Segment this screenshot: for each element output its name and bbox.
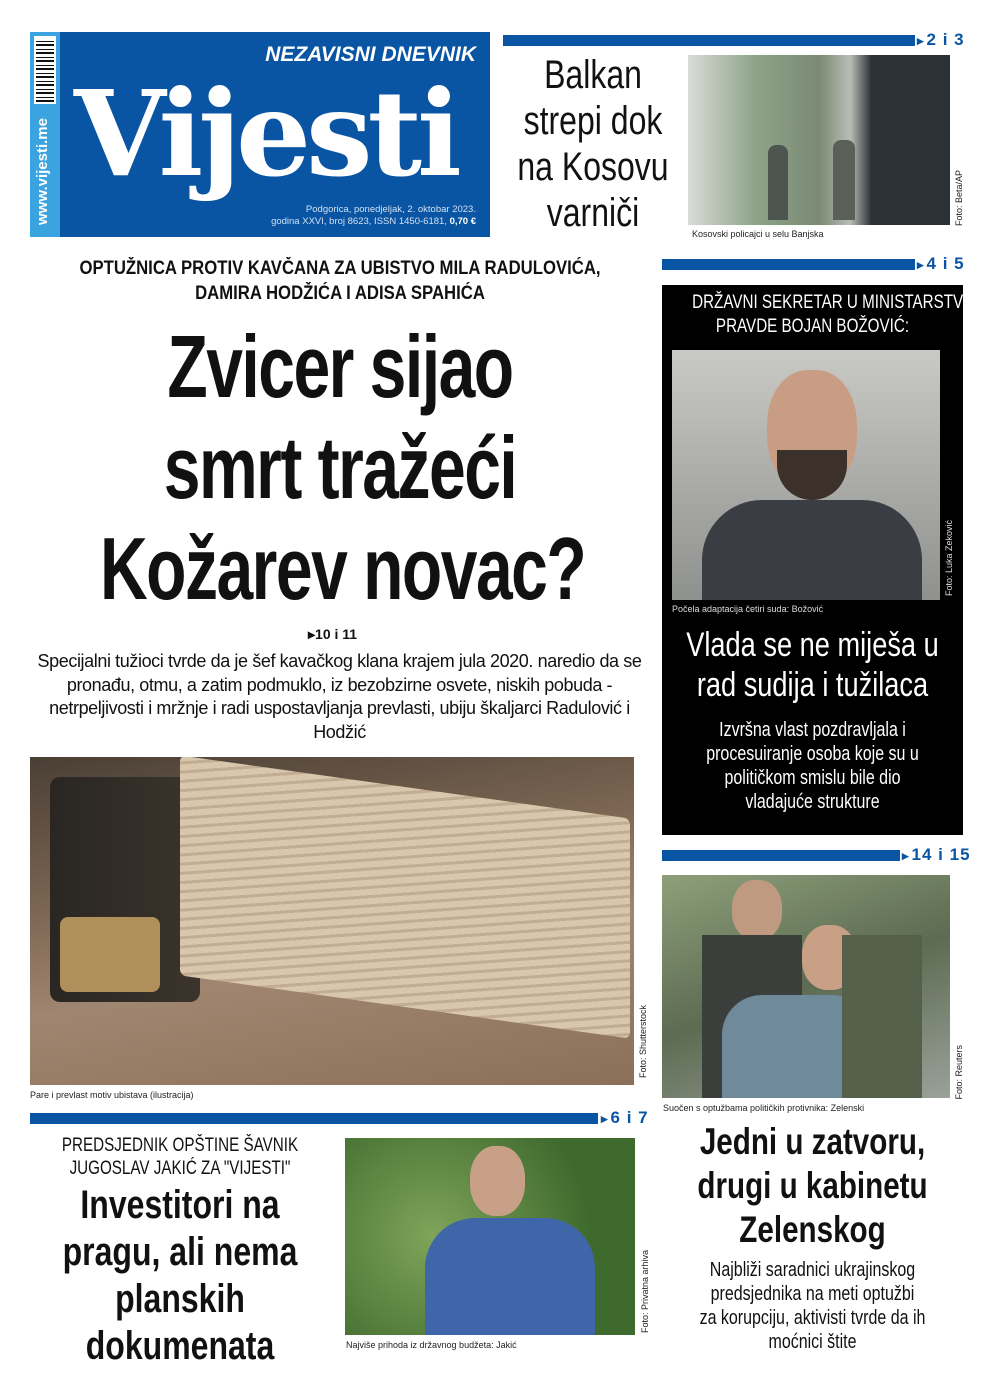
main-kicker xyxy=(30,256,650,306)
body-line: procesuiranje osoba koje su u xyxy=(706,743,919,765)
headline-line: drugi u kabinetu xyxy=(697,1165,928,1206)
jakic-kicker xyxy=(30,1134,330,1180)
body-line: političkom smislu bile dio xyxy=(724,767,901,789)
photo-credit: Foto: Reuters xyxy=(954,1045,964,1100)
body-line: Najbliži saradnici ukrajinskog xyxy=(709,1259,916,1281)
kicker-line: JUGOSLAV JAKIĆ ZA "VIJESTI" xyxy=(69,1158,291,1179)
jakic-photo[interactable] xyxy=(345,1138,635,1335)
photo-credit: Foto: Shutterstock xyxy=(638,1005,648,1079)
main-photo[interactable] xyxy=(30,757,634,1085)
main-headline[interactable] xyxy=(20,316,660,619)
jakic-headline[interactable] xyxy=(20,1182,340,1370)
bozovic-kicker xyxy=(662,291,975,339)
kicker-line: OPTUŽNICA PROTIV KAVČANA ZA UBISTVO MILA RADULOVIĆA, xyxy=(79,258,601,279)
photo-caption: Pare i prevlast motiv ubistava (ilustracija) xyxy=(30,1090,194,1100)
headline-line: Zelenskog xyxy=(739,1209,886,1250)
money-shape xyxy=(180,757,630,1039)
kicker-line: PRAVDE BOJAN BOŽOVIĆ: xyxy=(715,316,910,337)
page-ref[interactable]: ▸10 i 11 xyxy=(308,626,358,642)
headline-line: varniči xyxy=(546,191,640,235)
body-line: vladajuće strukture xyxy=(745,791,880,813)
page-ref-text: 10 i 11 xyxy=(315,626,358,642)
masthead xyxy=(30,32,490,237)
zelensky-headline[interactable] xyxy=(650,1120,975,1252)
headline-line: planskih xyxy=(115,1277,245,1321)
photo-caption: Suočen s optužbama političkih protivnika: Zelenski xyxy=(663,1103,865,1113)
photo-credit: Foto: Luka Zeković xyxy=(944,520,954,597)
price: 0,70 € xyxy=(449,215,476,227)
barcode xyxy=(34,36,56,104)
dateline xyxy=(271,204,476,228)
photo-caption: Najviše prihoda iz državnog budžeta: Jakić xyxy=(346,1340,517,1350)
kicker-line: DRŽAVNI SEKRETAR U MINISTARSTVU xyxy=(692,292,975,313)
photo-caption: Počela adaptacija četiri suda: Božović xyxy=(672,604,824,614)
headline-line: Vlada se ne miješa u xyxy=(686,626,939,664)
bozovic-box xyxy=(662,285,975,835)
body-line: za korupciju, aktivisti tvrde da ih xyxy=(699,1307,926,1329)
section-bar xyxy=(30,1113,598,1124)
date-text: Podgorica, ponedjeljak, 2. oktobar 2023. xyxy=(305,204,476,215)
headline-line: dokumenata xyxy=(85,1324,275,1368)
section-bar xyxy=(662,850,900,861)
bozovic-photo[interactable] xyxy=(672,350,940,600)
body-line: moćnici štite xyxy=(768,1331,857,1353)
headline-line: na Kosovu xyxy=(517,145,669,189)
logo: Vijesti xyxy=(74,64,457,203)
headline-line: pragu, ali nema xyxy=(62,1230,298,1274)
headline-line: Kožarev novac? xyxy=(100,519,586,618)
bozovic-body xyxy=(662,718,963,814)
issue-text: godina XXVI, broj 8623, ISSN 1450-6181, xyxy=(271,215,447,227)
photo-credit: Foto: Beta/AP xyxy=(954,170,964,227)
headline-line: Jedni u zatvoru, xyxy=(699,1121,926,1162)
headline-line: smrt tražeći xyxy=(163,418,517,517)
bozovic-headline[interactable] xyxy=(652,625,973,705)
page-ref[interactable]: ▸ 14 i 15 xyxy=(902,845,971,865)
page-ref[interactable]: ▸ 4 i 5 xyxy=(917,254,965,274)
section-bar xyxy=(503,35,915,46)
main-body: Specijalni tužioci tvrde da je šef kavačkog klana krajem jula 2020. naredio da se pronađu, otmu, a zatim podmuklo, iz bezobzirne osvete, niskih pobuda - netrpeljivosti i mržnje i radi uspostavljanja prevlasti, ubiju škaljarci Radulović i Hodžić xyxy=(37,651,642,742)
website-url[interactable]: www.vijesti.me xyxy=(34,118,51,226)
section-bar xyxy=(662,259,915,270)
kicker-line: DAMIRA HODŽIĆA I ADISA SPAHIĆA xyxy=(195,283,485,304)
headline-line: Zvicer sijao xyxy=(167,317,513,416)
headline-line: Balkan xyxy=(544,53,642,97)
kosovo-headline[interactable] xyxy=(498,52,688,236)
page-ref[interactable]: ▸ 2 i 3 xyxy=(917,30,965,50)
body-line: Izvršna vlast pozdravljala i xyxy=(719,719,906,741)
body-line: predsjednika na meti optužbi xyxy=(710,1283,915,1305)
headline-line: Investitori na xyxy=(80,1183,280,1227)
page-ref[interactable]: ▸ 6 i 7 xyxy=(601,1108,649,1128)
zelensky-body xyxy=(650,1258,975,1354)
website-strip xyxy=(30,32,60,237)
kicker-line: PREDSJEDNIK OPŠTINE ŠAVNIK xyxy=(61,1135,299,1156)
headline-line: strepi dok xyxy=(523,99,663,143)
tagline: NEZAVISNI DNEVNIK xyxy=(265,43,476,66)
headline-line: rad sudija i tužilaca xyxy=(696,666,929,704)
photo-caption: Kosovski policajci u selu Banjska xyxy=(692,229,824,239)
kosovo-photo[interactable] xyxy=(688,55,950,225)
photo-credit: Foto: Privatna arhiva xyxy=(640,1250,650,1334)
zelensky-photo[interactable] xyxy=(662,875,950,1098)
